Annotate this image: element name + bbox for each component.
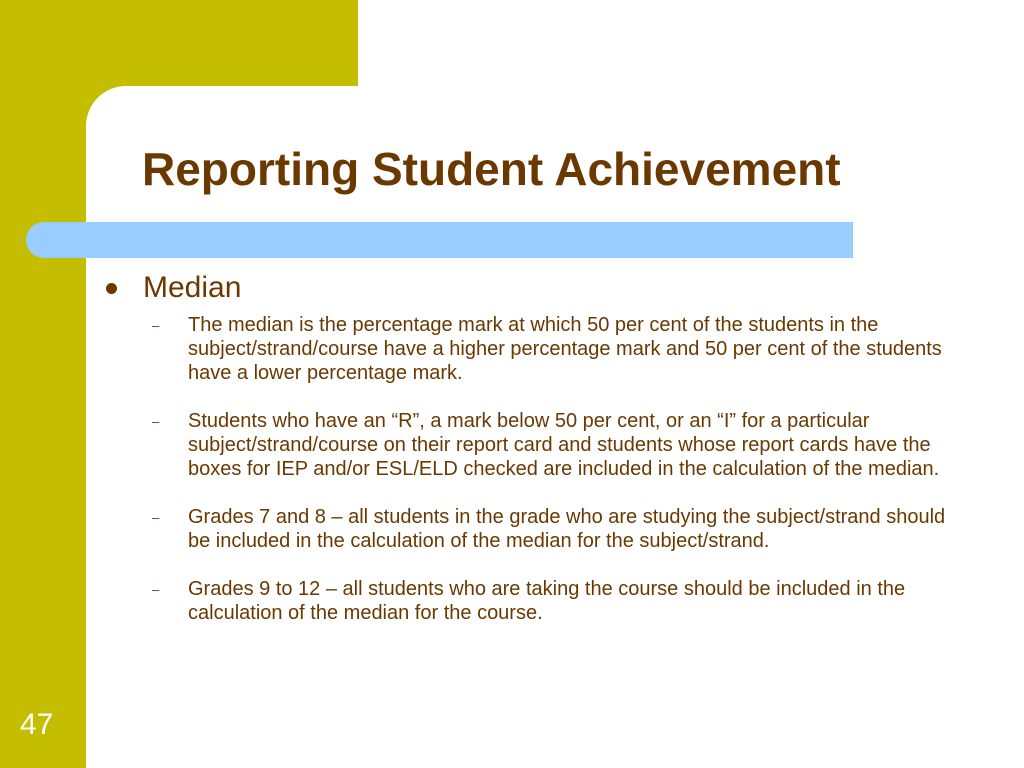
slide-content	[104, 270, 964, 649]
sub-bullet-text: Students who have an “R”, a mark below 50 per cent, or an “I” for a particular subject/strand/course on their report card and students whose report cards have the boxes for IEP and/or ESL/ELD checked are included in the calculation of the median.	[188, 410, 940, 480]
sub-bullet-text: Grades 9 to 12 – all students who are taking the course should be included in the calculation of the median for the course.	[188, 578, 906, 624]
sub-bullet-item	[152, 313, 964, 385]
slide-title: Reporting Student Achievement	[142, 143, 841, 195]
sub-bullet-item	[152, 409, 964, 481]
left-accent-band	[0, 0, 86, 768]
dash-icon: –	[152, 582, 160, 597]
sub-bullet-list	[104, 313, 964, 625]
dash-icon: –	[152, 510, 160, 525]
sub-bullet-item	[152, 505, 964, 553]
dash-icon: –	[152, 414, 160, 429]
bullet-heading: Median	[143, 271, 242, 304]
sub-bullet-text: The median is the percentage mark at which 50 per cent of the students in the subject/strand/course have a higher percentage mark and 50 per cent of the students have a lower percentage mark.	[188, 314, 942, 384]
sub-bullet-item	[152, 577, 964, 625]
bullet-median	[104, 270, 964, 306]
title-underline-bar	[26, 222, 853, 258]
top-accent-block	[0, 0, 358, 86]
dash-icon: –	[152, 318, 160, 333]
bullet-dot-icon	[106, 283, 117, 294]
sub-bullet-text: Grades 7 and 8 – all students in the grade who are studying the subject/strand should be included in the calculation of the median for the subject/strand.	[188, 506, 946, 552]
slide-number: 47	[20, 708, 54, 741]
